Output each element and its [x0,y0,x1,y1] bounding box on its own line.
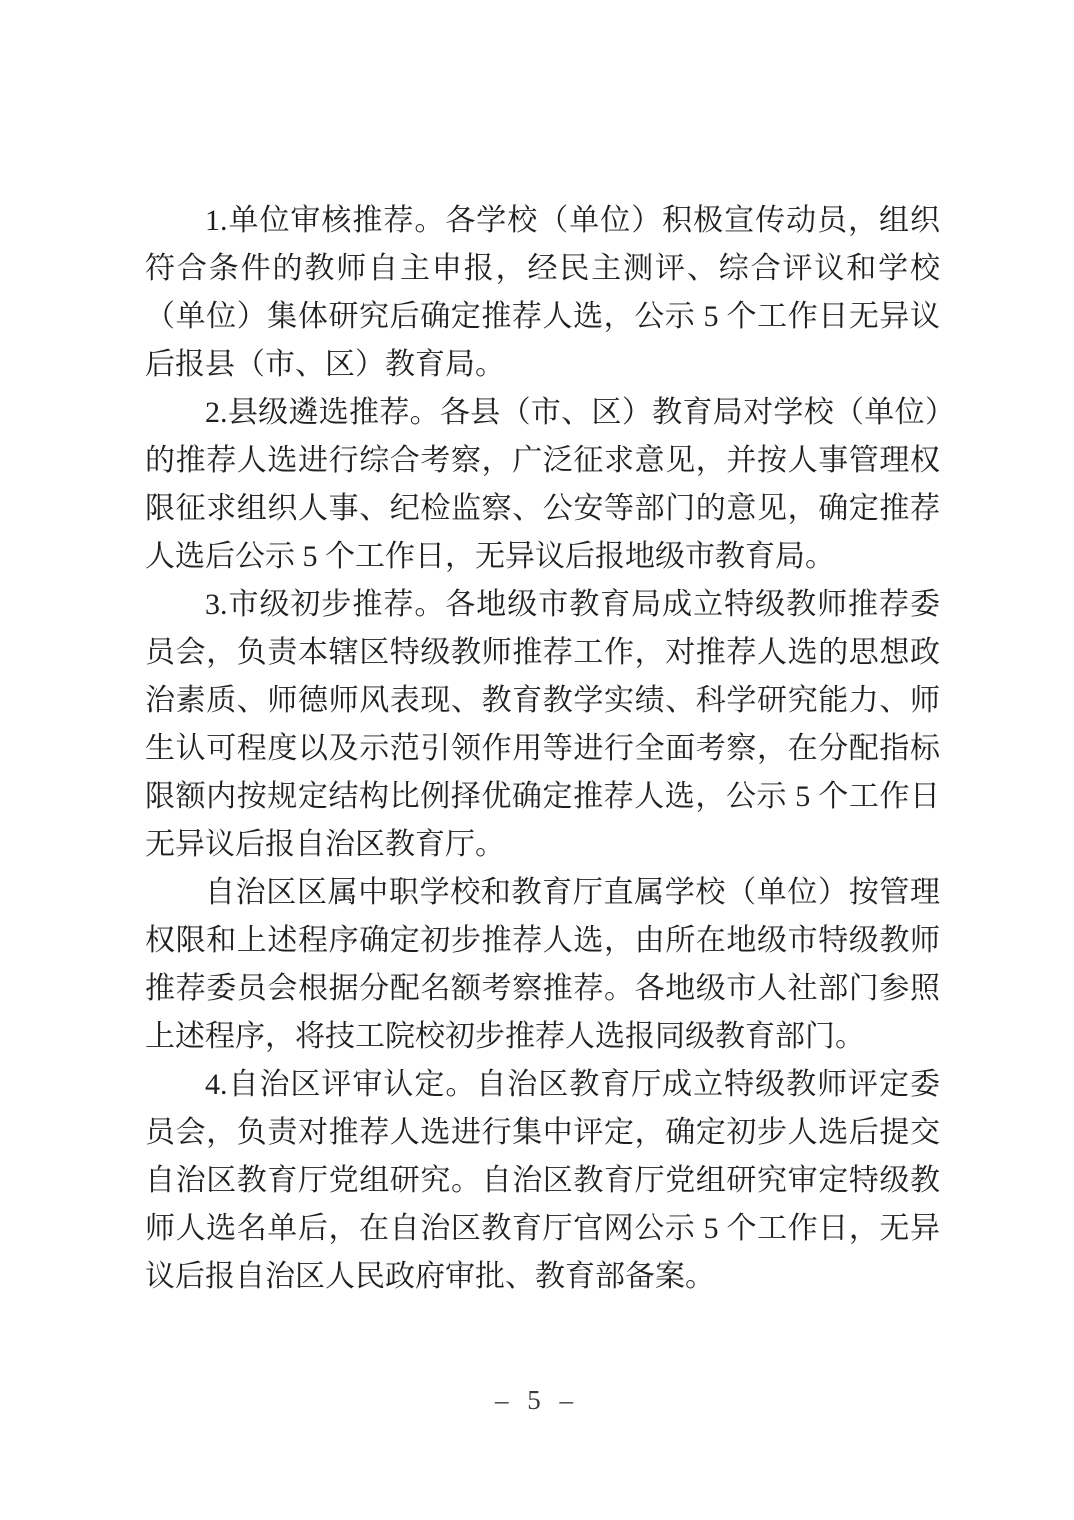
paragraph-unit-review-recommend: 1.单位审核推荐。各学校（单位）积极宣传动员，组织符合条件的教师自主申报，经民主测评、综合评议和学校（单位）集体研究后确定推荐人选，公示 5 个工作日无异议后报县（市、区）教育局。 [145,204,940,381]
paragraph-county-selection-recommend: 2.县级遴选推荐。各县（市、区）教育局对学校（单位）的推荐人选进行综合考察，广泛征求意见，并按人事管理权限征求组织人事、纪检监察、公安等部门的意见，确定推荐人选后公示 5 个工作日，无异议后报地级市教育局。 [145,396,940,573]
paragraph-region-direct-schools: 自治区区属中职学校和教育厅直属学校（单位）按管理权限和上述程序确定初步推荐人选，由所在地级市特级教师推荐委员会根据分配名额考察推荐。各地级市人社部门参照上述程序，将技工院校初步推荐人选报同级教育部门。 [145,876,940,1053]
page-footer [0,1384,1074,1416]
body-text [145,197,940,1301]
page-number: – 5 – [495,1385,579,1415]
paragraph-region-evaluation-confirm: 4.自治区评审认定。自治区教育厅成立特级教师评定委员会，负责对推荐人选进行集中评定，确定初步人选后提交自治区教育厅党组研究。自治区教育厅党组研究审定特级教师人选名单后，在自治区教育厅官网公示 5 个工作日，无异议后报自治区人民政府审批、教育部备案。 [145,1068,940,1293]
paragraph-city-preliminary-recommend: 3.市级初步推荐。各地级市教育局成立特级教师推荐委员会，负责本辖区特级教师推荐工作，对推荐人选的思想政治素质、师德师风表现、教育教学实绩、科学研究能力、师生认可程度以及示范引领作用等进行全面考察，在分配指标限额内按规定结构比例择优确定推荐人选，公示 5 个工作日无异议后报自治区教育厅。 [145,588,940,861]
